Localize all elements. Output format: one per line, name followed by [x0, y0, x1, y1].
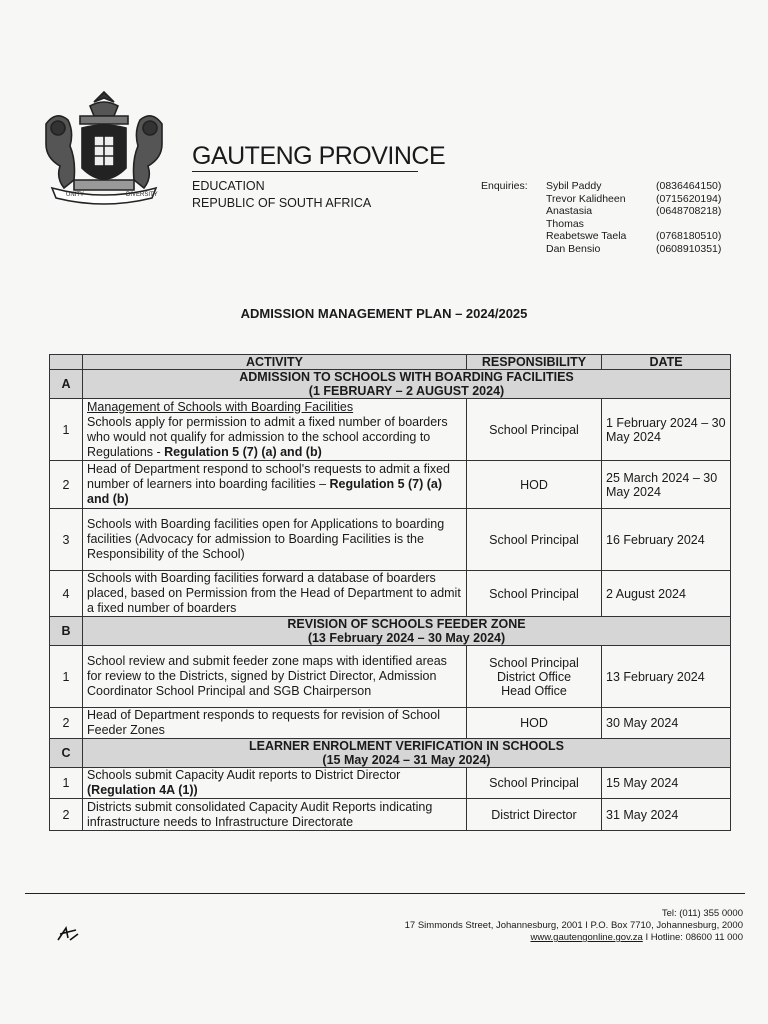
- row-number: 1: [50, 399, 83, 461]
- responsibility-line: District Office: [496, 669, 572, 684]
- date-cell: 25 March 2024 – 30 May 2024: [602, 461, 731, 509]
- date-cell: 2 August 2024: [602, 571, 731, 617]
- contact-name: Thomas: [546, 217, 584, 230]
- date-cell: 31 May 2024: [602, 799, 731, 831]
- responsibility-cell: [467, 571, 602, 617]
- enquiries-label: Enquiries:: [481, 180, 528, 192]
- responsibility-cell: [467, 799, 602, 831]
- contact-row: [546, 180, 736, 193]
- table-row: [50, 646, 731, 708]
- section-title: REVISION OF SCHOOLS FEEDER ZONE: [287, 617, 526, 631]
- responsibility-cell: [467, 646, 602, 708]
- row-number: 3: [50, 509, 83, 571]
- section-letter: B: [50, 617, 83, 646]
- table-row: [50, 799, 731, 831]
- section-period: (1 FEBRUARY – 2 AUGUST 2024): [308, 384, 505, 398]
- activity-cell: [83, 768, 467, 799]
- responsibility-text: School Principal: [489, 776, 579, 790]
- contact-phone: (0768180510): [656, 230, 722, 242]
- contact-name: Reabetswe Taela: [546, 230, 627, 242]
- row-number: 1: [50, 768, 83, 799]
- activity-text: Schools with Boarding facilities open for Applications to boarding facilities (Advocacy for admission to Boarding Facilities is the Responsibility of the School): [87, 517, 445, 561]
- responsibility-line: School Principal: [489, 655, 579, 670]
- row-number: 2: [50, 799, 83, 831]
- section-row: [50, 739, 731, 768]
- date-cell: 1 February 2024 – 30 May 2024: [602, 399, 731, 461]
- date-cell: 13 February 2024: [602, 646, 731, 708]
- activity-cell: [83, 461, 467, 509]
- activity-regulation: (Regulation 4A (1)): [87, 783, 198, 797]
- responsibility-cell: [467, 461, 602, 509]
- section-heading: [83, 370, 731, 399]
- row-number: 2: [50, 708, 83, 739]
- contact-name: Anastasia: [546, 205, 593, 217]
- date-cell: 16 February 2024: [602, 509, 731, 571]
- contact-phone: (0715620194): [656, 192, 722, 205]
- department-block: [192, 178, 371, 212]
- document-title: ADMISSION MANAGEMENT PLAN – 2024/2025: [240, 306, 528, 321]
- section-period: (15 May 2024 – 31 May 2024): [322, 753, 491, 767]
- activity-cell: [83, 399, 467, 461]
- contact-row: [546, 205, 736, 218]
- responsibility-text: School Principal: [489, 422, 579, 437]
- responsibility-text: District Director: [491, 807, 577, 822]
- contacts-list: [546, 180, 736, 255]
- activity-text: School review and submit feeder zone maps with identified areas for review to the Districts, signed by District Director, Admission Coordinator School Principal and SGB Chairperson: [87, 654, 447, 698]
- activity-cell: [83, 799, 467, 831]
- activity-cell: [83, 646, 467, 708]
- table-row: [50, 708, 731, 739]
- section-title: LEARNER ENROLMENT VERIFICATION IN SCHOOLS: [248, 739, 565, 753]
- footer-web-line: [405, 932, 743, 944]
- country-name: REPUBLIC OF SOUTH AFRICA: [192, 196, 372, 210]
- activity-cell: [83, 708, 467, 739]
- contact-phone: (0608910351): [656, 242, 722, 255]
- contact-name: Trevor Kalidheen: [546, 192, 626, 205]
- responsibility-text: School Principal: [489, 532, 579, 547]
- contact-row: [546, 193, 736, 206]
- footer-tel: Tel: (011) 355 0000: [661, 908, 743, 919]
- section-heading: [83, 617, 731, 646]
- activity-text: Districts submit consolidated Capacity Audit Reports indicating infrastructure needs to Infrastructure Directorate: [87, 799, 433, 829]
- table-row: [50, 768, 731, 799]
- table-header-row: [50, 355, 731, 370]
- admission-plan-table: [49, 354, 731, 831]
- website-link[interactable]: www.gautengonline.gov.za: [530, 932, 643, 943]
- contact-row: [546, 218, 736, 231]
- responsibility-text: HOD: [520, 716, 548, 730]
- footer-address: 17 Simmonds Street, Johannesburg, 2001 I P.O. Box 7710, Johannesburg, 2000: [404, 920, 743, 931]
- department-name: EDUCATION: [192, 179, 265, 193]
- table-row: [50, 509, 731, 571]
- activity-text: Schools submit Capacity Audit reports to District Director: [87, 768, 401, 782]
- responsibility-cell: [467, 768, 602, 799]
- contact-row: [546, 230, 736, 243]
- province-name: GAUTENG PROVINCE: [192, 142, 446, 170]
- footer-divider: [25, 893, 745, 894]
- activity-regulation: Regulation 5 (7) (a) and (b): [87, 477, 443, 506]
- svg-text:DIVERSITY: DIVERSITY: [126, 192, 158, 198]
- section-row: [50, 370, 731, 399]
- date-cell: 15 May 2024: [602, 768, 731, 799]
- activity-text: Schools apply for permission to admit a fixed number of boarders who would not qualify for admission to the school according to Regulations -: [87, 414, 448, 459]
- province-underline: [192, 171, 418, 172]
- responsibility-cell: [467, 708, 602, 739]
- contact-row: [546, 243, 736, 256]
- section-row: [50, 617, 731, 646]
- table-row: [50, 571, 731, 617]
- svg-text:UNITY: UNITY: [66, 192, 84, 198]
- section-heading: [83, 739, 731, 768]
- section-period: (13 February 2024 – 30 May 2024): [307, 631, 506, 645]
- activity-cell: [83, 571, 467, 617]
- header-responsibility: RESPONSIBILITY: [467, 355, 602, 370]
- section-letter: C: [50, 739, 83, 768]
- responsibility-cell: [467, 509, 602, 571]
- activity-text: Head of Department responds to requests for revision of School Feeder Zones: [87, 708, 440, 737]
- responsibility-text: School Principal: [489, 586, 579, 601]
- section-letter: A: [50, 370, 83, 399]
- responsibility-cell: [467, 399, 602, 461]
- activity-regulation: Regulation 5 (7) (a) and (b): [164, 444, 322, 459]
- gauteng-coat-of-arms: [34, 84, 174, 214]
- header-number-cell: [50, 355, 83, 370]
- contact-phone: (0836464150): [656, 180, 722, 192]
- activity-heading: Management of Schools with Boarding Facilities: [87, 399, 354, 414]
- contact-phone: (0648708218): [656, 205, 722, 217]
- table-row: [50, 399, 731, 461]
- initials-signature: [56, 924, 80, 944]
- contact-name: Sybil Paddy: [546, 180, 602, 192]
- header-activity: ACTIVITY: [83, 355, 467, 370]
- section-title: ADMISSION TO SCHOOLS WITH BOARDING FACILITIES: [239, 370, 574, 384]
- header-date: DATE: [602, 355, 731, 370]
- footer: [405, 908, 743, 944]
- row-number: 2: [50, 461, 83, 509]
- responsibility-text: HOD: [520, 477, 548, 492]
- activity-cell: [83, 509, 467, 571]
- row-number: 4: [50, 571, 83, 617]
- row-number: 1: [50, 646, 83, 708]
- responsibility-line: Head Office: [501, 683, 567, 698]
- activity-text: Head of Department respond to school's requests to admit a fixed number of learners into boarding facilities –: [87, 462, 451, 491]
- contact-name: Dan Bensio: [546, 242, 601, 255]
- table-row: [50, 461, 731, 509]
- activity-text: Schools with Boarding facilities forward a database of boarders placed, based on Permission from the Head of Department to admit a fixed number of boarders: [87, 571, 461, 615]
- footer-hotline: I Hotline: 08600 11 000: [642, 932, 743, 943]
- date-cell: 30 May 2024: [602, 708, 731, 739]
